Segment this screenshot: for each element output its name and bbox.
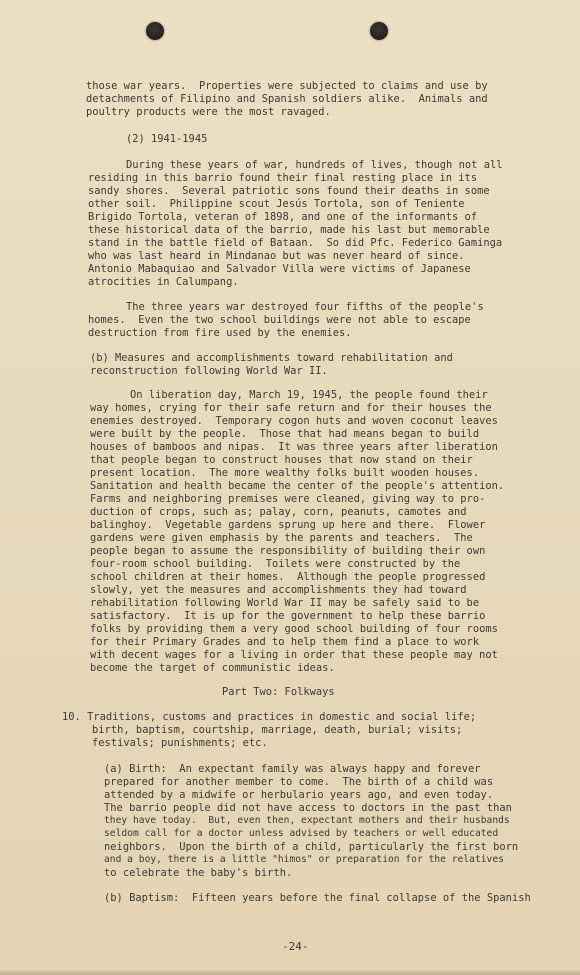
text-line: four-room school building. Toilets were constructed by the	[90, 558, 461, 570]
text-line: these historical data of the barrio, made his last but memorable	[88, 224, 490, 236]
text-line: enemies destroyed. Temporary cogon huts and woven coconut leaves	[90, 415, 498, 427]
text-line: balinghoy. Vegetable gardens sprung up here and there. Flower	[90, 519, 486, 531]
text-line: destruction from fire used by the enemies.	[88, 327, 352, 339]
part-heading: Part Two: Folkways	[222, 686, 335, 698]
text-line: atrocities in Calumpang.	[88, 276, 239, 288]
text-line: 10. Traditions, customs and practices in domestic and social life;	[62, 711, 477, 723]
punch-hole-right	[370, 22, 388, 40]
text-line: (a) Birth: An expectant family was always happy and forever	[104, 763, 481, 775]
text-line: houses of bamboos and nipas. It was three years after liberation	[90, 441, 498, 453]
section-heading: (2) 1941-1945	[126, 133, 208, 145]
text-line: people began to assume the responsibility of building their own	[90, 545, 486, 557]
text-line: Antonio Mabaquiao and Salvador Villa were victims of Japanese	[88, 263, 471, 275]
text-line: rehabilitation following World War II may be safely said to be	[90, 597, 480, 609]
text-line: to celebrate the baby's birth.	[104, 867, 293, 879]
page-edge-shadow	[0, 969, 580, 975]
text-line: duction of crops, such as; palay, corn, peanuts, camotes and	[90, 506, 467, 518]
text-line: On liberation day, March 19, 1945, the people found their	[130, 389, 488, 401]
text-line: Sanitation and health became the center of the people's attention.	[90, 480, 505, 492]
text-line: attended by a midwife or herbulario years ago, and even today.	[104, 789, 494, 801]
text-line: Farms and neighboring premises were cleaned, giving way to pro-	[90, 493, 486, 505]
text-line: poultry products were the most ravaged.	[86, 106, 331, 118]
text-line: residing in this barrio found their final resting place in its	[88, 172, 478, 184]
text-line: for their Primary Grades and to help them find a place to work	[90, 636, 480, 648]
punch-hole-left	[146, 22, 164, 40]
text-line: slowly, yet the measures and accomplishments they had toward	[90, 584, 467, 596]
text-line: The barrio people did not have access to doctors in the past than	[104, 802, 512, 814]
text-line: they have today. But, even then, expectant mothers and their husbands	[104, 815, 510, 826]
text-line: seldom call for a doctor unless advised by teachers or well educated	[104, 828, 499, 839]
text-line: were built by the people. Those that had means began to build	[90, 428, 480, 440]
text-line: school children at their homes. Although the people progressed	[90, 571, 486, 583]
text-line: neighbors. Upon the birth of a child, particularly the first born	[104, 841, 519, 853]
text-line: satisfactory. It is up for the government to help these barrio	[90, 610, 486, 622]
text-line: stand in the battle field of Bataan. So did Pfc. Federico Gaminga	[88, 237, 503, 249]
text-line: festivals; punishments; etc.	[92, 737, 268, 749]
text-line: and a boy, there is a little "himos" or preparation for the relatives	[104, 854, 504, 865]
text-line: present location. The more wealthy folks built wooden houses.	[90, 467, 480, 479]
text-line: Brigido Tortola, veteran of 1898, and one of the informants of	[88, 211, 478, 223]
text-line: birth, baptism, courtship, marriage, death, burial; visits;	[92, 724, 463, 736]
text-line: folks by providing them a very good school building of four rooms	[90, 623, 498, 635]
text-line: become the target of communistic ideas.	[90, 662, 335, 674]
text-line: prepared for another member to come. The birth of a child was	[104, 776, 494, 788]
text-line: with decent wages for a living in order that these people may not	[90, 649, 498, 661]
text-line: During these years of war, hundreds of lives, though not all	[126, 159, 503, 171]
text-line: (b) Baptism: Fifteen years before the final collapse of the Spanish	[104, 892, 531, 904]
section-heading: (b) Measures and accomplishments toward rehabilitation and	[90, 352, 453, 364]
text-line: homes. Even the two school buildings were not able to escape	[88, 314, 471, 326]
text-line: gardens were given emphasis by the parents and teachers. The	[90, 532, 473, 544]
text-line: that people began to construct houses that now stand on their	[90, 454, 473, 466]
text-line: those war years. Properties were subjected to claims and use by	[86, 80, 488, 92]
text-line: other soil. Philippine scout Jesús Tortola, son of Teniente	[88, 198, 465, 210]
text-line: who was last heard in Mindanao but was never heard of since.	[88, 250, 465, 262]
text-line: The three years war destroyed four fifths of the people's	[126, 301, 484, 313]
text-line: detachments of Filipino and Spanish soldiers alike. Animals and	[86, 93, 488, 105]
section-heading: reconstruction following World War II.	[90, 365, 328, 377]
text-line: sandy shores. Several patriotic sons found their deaths in some	[88, 185, 490, 197]
text-line: way homes, crying for their safe return and for their houses the	[90, 402, 492, 414]
page-number: -24-	[282, 940, 309, 953]
